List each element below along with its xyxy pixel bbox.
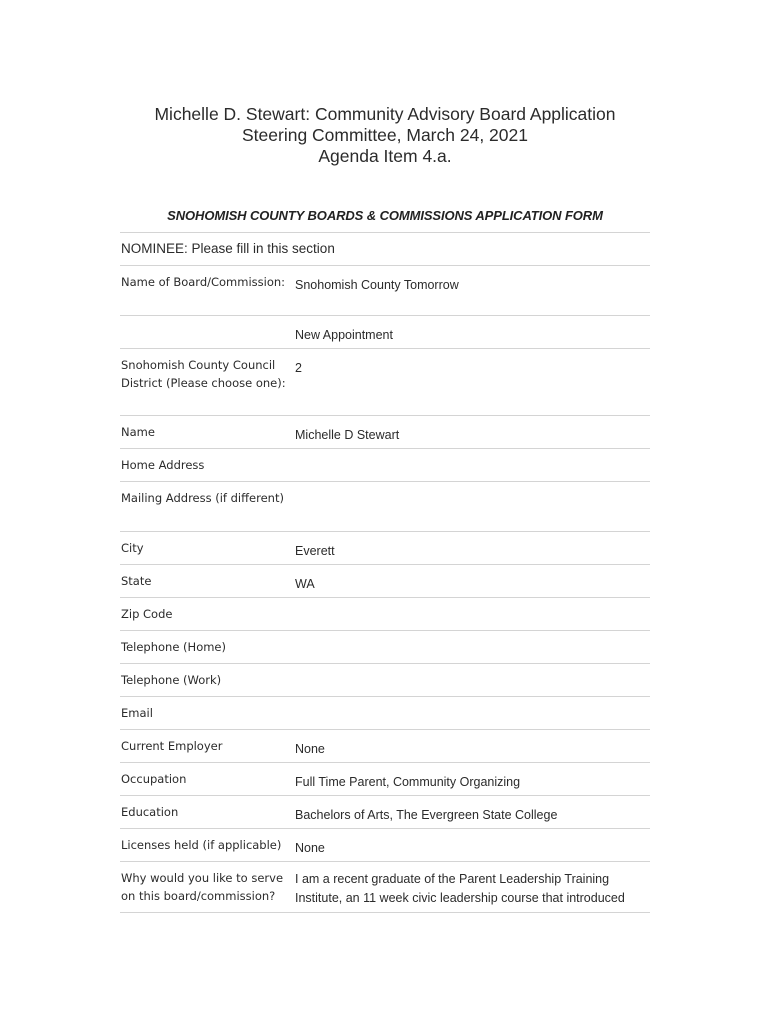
field-value: Bachelors of Arts, The Evergreen State College — [295, 808, 558, 822]
form-row-zip-code — [120, 598, 650, 630]
field-value — [295, 449, 650, 459]
form-row-email — [120, 697, 650, 729]
form-row-telephone-work — [120, 664, 650, 696]
section-label-nominee: NOMINEE: Please fill in this section — [121, 241, 335, 256]
form-row-occupation — [120, 763, 650, 795]
form-row-home-address — [120, 449, 650, 481]
divider — [120, 912, 650, 913]
document-title — [0, 104, 770, 167]
field-label: Zip Code — [121, 607, 173, 621]
form-row-current-employer — [120, 730, 650, 762]
field-label — [120, 316, 295, 323]
field-label: Education — [121, 805, 179, 819]
field-label: Snohomish County Council District (Please choose one): — [121, 358, 286, 390]
field-label: Name — [121, 425, 155, 439]
field-label: Current Employer — [121, 739, 223, 753]
field-value: I am a recent graduate of the Parent Leadership Training Institute, an 11 week civic leadership course that introduced — [295, 872, 625, 905]
title-line-1: Michelle D. Stewart: Community Advisory Board Application — [154, 104, 616, 124]
field-label: Mailing Address (if different) — [121, 491, 284, 505]
field-label: Telephone (Home) — [121, 640, 226, 654]
field-value — [295, 631, 650, 641]
title-line-2: Steering Committee, March 24, 2021 — [242, 125, 528, 145]
field-label: State — [121, 574, 152, 588]
field-value: Everett — [295, 544, 335, 558]
field-value: 2 — [295, 361, 302, 375]
form-row-why-serve — [120, 862, 650, 912]
field-value — [295, 482, 650, 492]
title-line-3: Agenda Item 4.a. — [318, 146, 452, 166]
field-label: Occupation — [121, 772, 187, 786]
field-value — [295, 664, 650, 674]
field-label: Licenses held (if applicable) — [121, 838, 282, 852]
field-value — [295, 598, 650, 608]
field-label: Telephone (Work) — [121, 673, 222, 687]
field-value: Snohomish County Tomorrow — [295, 278, 459, 292]
field-label: Why would you like to serve on this board/commission? — [121, 871, 284, 903]
field-value: New Appointment — [295, 328, 393, 342]
form-row-appointment-type — [120, 316, 650, 348]
form-row-city — [120, 532, 650, 564]
field-value: WA — [295, 577, 315, 591]
field-value: Michelle D Stewart — [295, 428, 400, 442]
form-row-board-commission — [120, 266, 650, 315]
field-label: City — [121, 541, 144, 555]
field-label: Email — [121, 706, 153, 720]
form-row-licenses — [120, 829, 650, 861]
form-row-council-district — [120, 349, 650, 415]
form-row-telephone-home — [120, 631, 650, 663]
field-value: None — [295, 841, 325, 855]
form-row-education — [120, 796, 650, 828]
field-value — [295, 697, 650, 707]
field-value: Full Time Parent, Community Organizing — [295, 775, 521, 789]
form-row-name — [120, 416, 650, 448]
field-value: None — [295, 742, 325, 756]
application-form-table — [120, 232, 650, 913]
form-heading: SNOHOMISH COUNTY BOARDS & COMMISSIONS APPLICATION FORM — [167, 208, 603, 223]
field-label: Home Address — [121, 458, 205, 472]
form-row-mailing-address — [120, 482, 650, 531]
field-label: Name of Board/Commission: — [121, 275, 286, 289]
form-row-state — [120, 565, 650, 597]
